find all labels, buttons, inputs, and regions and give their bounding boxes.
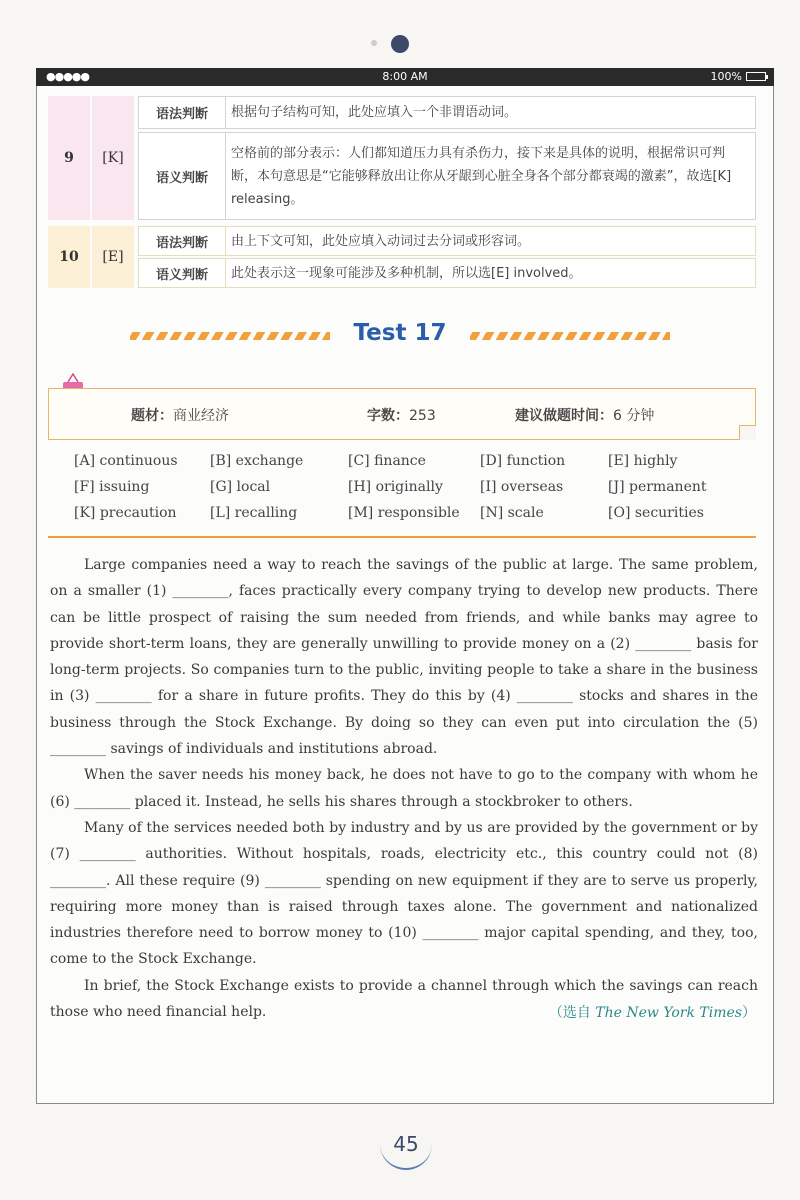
word-option: [K] precaution: [74, 505, 177, 521]
meaning-judgment: [138, 258, 756, 288]
grammar-label: 语法判断: [139, 97, 226, 128]
passage-paragraph: In brief, the Stock Exchange exists to provide a channel through which the savings can reach those who need financial help.: [50, 977, 758, 1021]
meaning-judgment: [138, 132, 756, 220]
passage-paragraph: When the saver needs his money back, he does not have to go to the company with whom he (6) ________ placed it. Instead, he sells his shares through a stockbroker to others.: [50, 767, 758, 810]
time-value: 6 分钟: [613, 408, 655, 424]
word-count-value: 253: [409, 408, 436, 424]
test-info-box: [48, 388, 756, 440]
signal-icon: ●●●●●: [46, 70, 89, 83]
word-option: [N] scale: [480, 505, 544, 521]
word-option: [A] continuous: [74, 453, 178, 469]
answer-row-10: [48, 226, 756, 288]
status-bar: [36, 68, 774, 86]
answer-number: 9: [48, 96, 90, 220]
page-number: 45: [380, 1122, 432, 1170]
grammar-judgment: [138, 226, 756, 256]
word-option: [F] issuing: [74, 479, 150, 495]
word-option: [E] highly: [608, 453, 678, 469]
word-option: [M] responsible: [348, 505, 460, 521]
time-label: 建议做题时间：: [515, 408, 613, 424]
folded-corner: [739, 425, 756, 440]
topic-label: 题材：: [131, 408, 173, 424]
camera-icon: [391, 35, 409, 53]
word-option: [I] overseas: [480, 479, 564, 495]
topic-info: [131, 405, 229, 425]
source-citation: （选自 The New York Times）: [548, 1005, 756, 1021]
grammar-judgment: [138, 96, 756, 129]
word-option: [O] securities: [608, 505, 704, 521]
word-option: [G] local: [210, 479, 271, 495]
word-count-info: [367, 405, 436, 425]
suggested-time-info: [515, 405, 654, 425]
passage-paragraph: Many of the services needed both by industry and by us are provided by the government or by (7) ________ authorities. Without hospitals, roads, electricity etc., this country could not (8) ________. All these require (9) ________ spending on new equipment if they are to serve us properly, requiring more money than is raised through taxes alone. The government and nationalized industries therefore need to borrow money to (10) ________ major capital spending, and they, too, come to the Stock Exchange.: [50, 819, 758, 968]
source-name: The New York Times: [595, 1005, 742, 1021]
reading-passage: [50, 552, 758, 1025]
topic-value: 商业经济: [173, 408, 229, 424]
test-header: [130, 318, 670, 354]
battery-icon: [746, 72, 766, 81]
battery-indicator: [711, 70, 766, 83]
word-option: [H] originally: [348, 479, 443, 495]
grammar-text: 由上下文可知，此处应填入动词过去分词或形容词。: [231, 233, 531, 249]
answer-key: [E]: [92, 226, 134, 288]
passage-paragraph: Large companies need a way to reach the savings of the public at large. The same problem, on a smaller (1) ________, faces practically every company trying to develop new products. There can be little prospect of raising the sum needed from friends, and while banks may agree to provide short-term loans, they are generally unwilling to provide money on a (2) ________ basis for long-term projects. So companies turn to the public, inviting people to take a share in the business in (3) ________ for a share in future profits. They do this by (4) ________ stocks and shares in the business through the Stock Exchange. By doing so they can even put into circulation the (5) ________ savings of individuals and institutions abroad.: [50, 557, 758, 758]
test-title: Test 17: [353, 320, 447, 346]
word-option: [C] finance: [348, 453, 426, 469]
word-option: [B] exchange: [210, 453, 304, 469]
word-option: [L] recalling: [210, 505, 298, 521]
word-option: [D] function: [480, 453, 566, 469]
answer-key: [K]: [92, 96, 134, 220]
grammar-text: 根据句子结构可知，此处应填入一个非谓语动词。: [231, 105, 518, 120]
meaning-label: 语义判断: [139, 259, 226, 287]
meaning-label: 语义判断: [139, 133, 226, 219]
grammar-label: 语法判断: [139, 227, 226, 255]
decorative-stripe: [470, 332, 670, 340]
battery-percent: 100%: [710, 70, 742, 83]
answer-number: 10: [48, 226, 90, 288]
meaning-text: 此处表示这一现象可能涉及多种机制，所以选[E] involved。: [231, 265, 582, 281]
word-option: [J] permanent: [608, 479, 707, 495]
status-time: 8:00 AM: [382, 70, 428, 83]
camera-sensor: [371, 40, 377, 46]
section-divider: [48, 536, 756, 538]
answer-row-9: [48, 96, 756, 220]
meaning-text: 空格前的部分表示：人们都知道压力具有杀伤力，接下来是具体的说明，根据常识可判断，本句意思是“它能够释放出让你从牙龈到心脏全身各个部分都衰竭的激素”，故选[K] releasing。: [231, 145, 732, 207]
word-count-label: 字数：: [367, 408, 409, 424]
